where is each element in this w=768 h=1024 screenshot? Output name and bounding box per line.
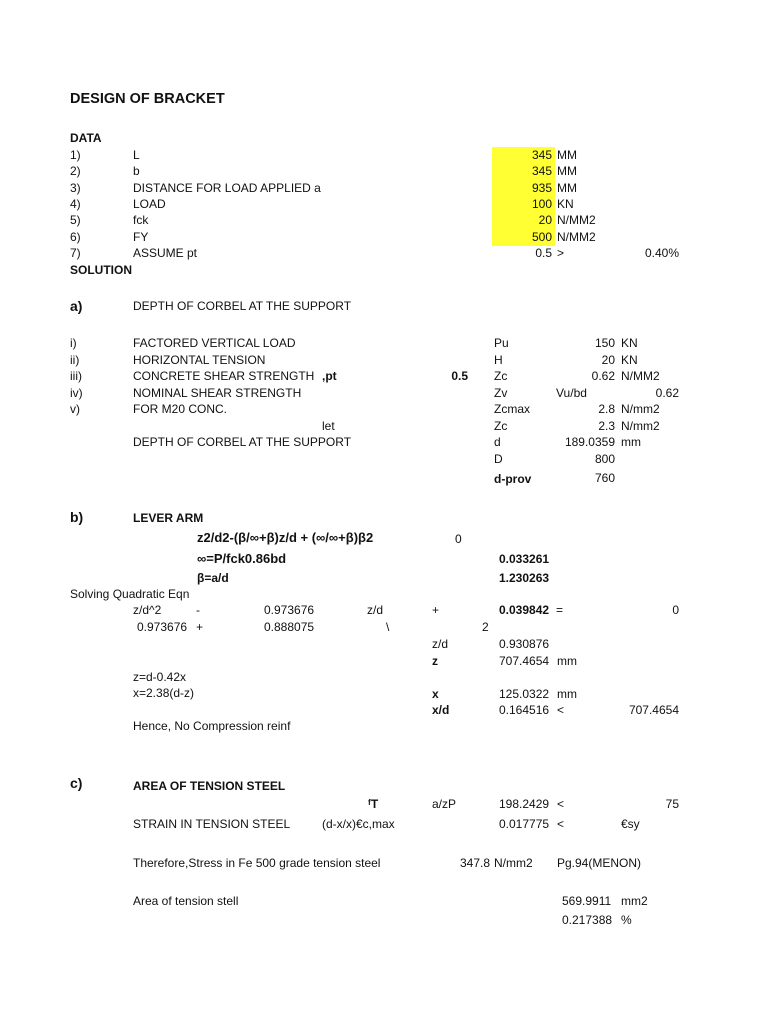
x-equation: x=2.38(d-z): [133, 686, 195, 700]
q-term: 0.888075: [264, 620, 315, 634]
row-label: FACTORED VERTICAL LOAD: [133, 336, 296, 350]
row-unit: mm: [557, 687, 577, 701]
q-term: 0.973676: [137, 620, 188, 634]
row-unit: mm2: [621, 894, 648, 908]
row-symbol: Pu: [494, 336, 509, 350]
ft-symbol: ᶠT: [368, 797, 379, 811]
row-symbol: d: [494, 435, 501, 449]
data-row-unit: MM: [557, 181, 577, 195]
row-symbol: z/d: [432, 637, 449, 651]
row-symbol: d-prov: [494, 472, 532, 486]
data-row-no: 2): [70, 164, 81, 178]
row-value: 189.0359: [564, 435, 615, 449]
row-unit: mm: [557, 654, 577, 668]
page-title: DESIGN OF BRACKET: [70, 91, 225, 107]
data-row-extra: 0.40%: [644, 246, 679, 260]
row-value: 125.0322: [499, 687, 550, 701]
row-symbol: Zc: [494, 419, 508, 433]
row-unit: N/mm2: [621, 402, 660, 416]
section-c-title: AREA OF TENSION STEEL: [133, 779, 286, 793]
row-symbol: Zcmax: [494, 402, 530, 416]
row-value: 198.2429: [499, 797, 550, 811]
let-label: let: [322, 419, 335, 433]
q-term: z/d^2: [133, 603, 162, 617]
section-c-letter: c): [70, 775, 83, 791]
data-row-value[interactable]: 20: [538, 213, 552, 227]
equation-value: 1.230263: [499, 571, 550, 585]
q-term: =: [556, 603, 564, 617]
row-symbol: Zv: [494, 386, 508, 400]
row-symbol: H: [494, 353, 503, 367]
row-value: 800: [594, 452, 615, 466]
q-term: +: [432, 603, 440, 617]
strain-label: STRAIN IN TENSION STEEL: [133, 817, 291, 831]
strain-formula: (d-x/x)€c,max: [322, 817, 395, 831]
row-compare: <: [557, 817, 565, 831]
row-unit: mm: [621, 435, 641, 449]
q-term: 0: [672, 603, 679, 617]
row-value: 347.8: [459, 856, 490, 870]
row-symbol: D: [494, 452, 503, 466]
data-row-label: FY: [133, 230, 149, 244]
section-b-title: LEVER ARM: [133, 511, 204, 525]
equation-alpha: ∞=P/fck0.86bd: [197, 551, 287, 566]
q-term: \: [386, 620, 390, 634]
section-a-title: DEPTH OF CORBEL AT THE SUPPORT: [133, 299, 352, 313]
equation-quadratic: z2/d2-(β/∞+β)z/d + (∞/∞+β)β2: [197, 530, 374, 545]
data-row-no: 3): [70, 181, 81, 195]
row-compare: <: [557, 797, 565, 811]
row-symbol: Zc: [494, 369, 508, 383]
q-term: 0.039842: [499, 603, 550, 617]
row-limit: 75: [665, 797, 679, 811]
q-term: +: [196, 620, 204, 634]
row-no: v): [70, 402, 80, 416]
data-row-label: LOAD: [133, 197, 166, 211]
data-row-no: 1): [70, 148, 81, 162]
section-a-letter: a): [70, 298, 83, 314]
row-limit: 707.4654: [628, 703, 679, 717]
solving-label: Solving Quadratic Eqn: [70, 587, 190, 601]
reference: Pg.94(MENON): [557, 856, 642, 870]
row-unit: N/MM2: [621, 369, 660, 383]
stress-label: Therefore,Stress in Fe 500 grade tension steel: [133, 856, 381, 870]
data-row-label: DISTANCE FOR LOAD APPLIED a: [133, 181, 321, 195]
z-equation: z=d-0.42x: [133, 670, 187, 684]
row-symbol: a/zP: [432, 797, 457, 811]
data-row-unit: MM: [557, 164, 577, 178]
data-row-no: 5): [70, 213, 81, 227]
row-value: 20: [601, 353, 615, 367]
row-limit: €sy: [621, 817, 640, 831]
data-row-value[interactable]: 345: [531, 148, 552, 162]
data-row-no: 6): [70, 230, 81, 244]
row-unit: N/mm2: [621, 419, 660, 433]
data-row-no: 4): [70, 197, 81, 211]
data-row-value[interactable]: 345: [531, 164, 552, 178]
row-label: FOR M20 CONC.: [133, 402, 228, 416]
equation-value: 0.033261: [499, 552, 550, 566]
row-label-extra: ,pt: [322, 369, 337, 383]
q-term: -: [196, 603, 200, 617]
row-unit: N/mm2: [494, 856, 533, 870]
data-row-value[interactable]: 0.5: [535, 246, 552, 260]
solution-heading: SOLUTION: [70, 263, 132, 277]
row-symbol: x/d: [432, 703, 450, 717]
data-row-value[interactable]: 100: [531, 197, 552, 211]
row-label: HORIZONTAL TENSION: [133, 353, 266, 367]
data-row-unit: N/MM2: [557, 230, 596, 244]
row-value: 0.217388: [562, 913, 613, 927]
row-value: 150: [594, 336, 615, 350]
data-row-value[interactable]: 500: [531, 230, 552, 244]
row-value: 707.4654: [499, 654, 550, 668]
row-value: 0.62: [591, 369, 615, 383]
row-value: 2.3: [598, 419, 615, 433]
data-row-label: ASSUME pt: [133, 246, 198, 260]
row-value: Vu/bd: [556, 386, 587, 400]
data-row-label: b: [133, 164, 140, 178]
q-term: 2: [482, 620, 489, 634]
row-no: iii): [70, 369, 82, 383]
data-row-label: L: [133, 148, 140, 162]
row-value: 0.930876: [499, 637, 550, 651]
row-unit: KN: [621, 336, 638, 350]
data-row-value[interactable]: 935: [531, 181, 552, 195]
row-unit: KN: [621, 353, 638, 367]
area-label: Area of tension stell: [133, 894, 239, 908]
hence-note: Hence, No Compression reinf: [133, 719, 291, 733]
equation-value: 0: [455, 532, 462, 546]
equation-beta: β=a/d: [197, 571, 229, 585]
data-row-label: fck: [133, 213, 149, 227]
depth-label: DEPTH OF CORBEL AT THE SUPPORT: [133, 435, 352, 449]
data-row-unit: KN: [557, 197, 574, 211]
row-value: 0.017775: [499, 817, 550, 831]
row-mid-value: 0.5: [451, 369, 468, 383]
data-heading: DATA: [70, 131, 102, 145]
row-value: 760: [594, 471, 615, 485]
data-row-unit: MM: [557, 148, 577, 162]
row-unit: %: [621, 913, 632, 927]
row-unit: 0.62: [655, 386, 679, 400]
row-label: CONCRETE SHEAR STRENGTH: [133, 369, 315, 383]
row-value: 569.9911: [562, 894, 612, 908]
data-row-compare: >: [557, 246, 565, 260]
row-label: NOMINAL SHEAR STRENGTH: [133, 386, 302, 400]
data-row-no: 7): [70, 246, 81, 260]
row-compare: <: [557, 703, 565, 717]
section-b-letter: b): [70, 509, 84, 525]
q-term: 0.973676: [264, 603, 315, 617]
row-value: 0.164516: [499, 703, 550, 717]
row-no: ii): [70, 353, 80, 367]
row-symbol: z: [432, 654, 438, 668]
row-value: 2.8: [598, 402, 615, 416]
q-term: z/d: [367, 603, 384, 617]
data-row-unit: N/MM2: [557, 213, 596, 227]
row-no: iv): [70, 386, 83, 400]
row-symbol: x: [432, 687, 439, 701]
row-no: i): [70, 336, 77, 350]
